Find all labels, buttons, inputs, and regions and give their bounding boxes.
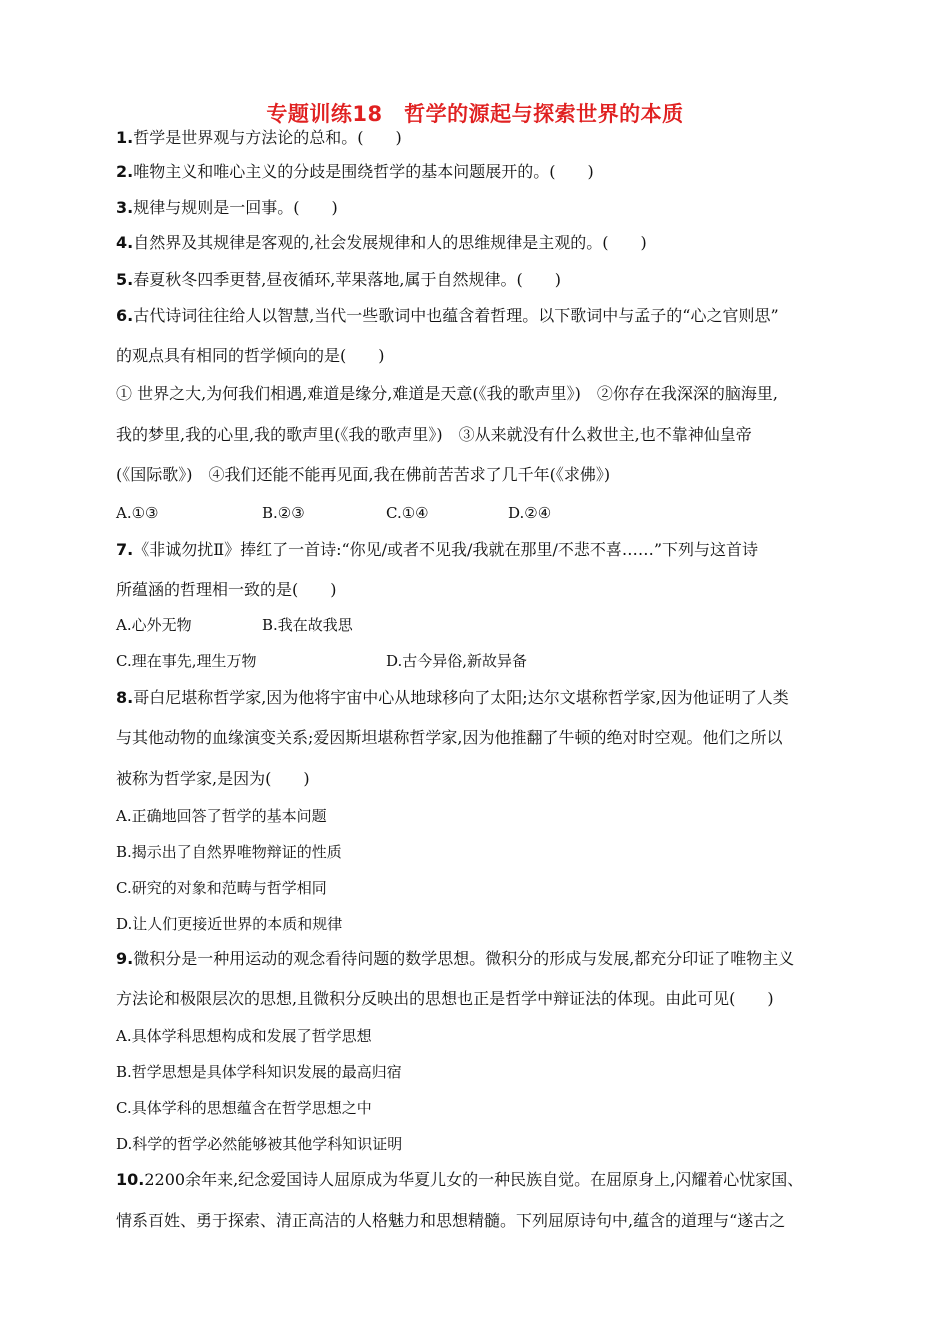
question-6-line-5: (《国际歌》) ④我们还能不能再见面,我在佛前苦苦求了几千年(《求佛》) [116, 465, 611, 484]
q9-option-c: C.具体学科的思想蕴含在哲学思想之中 [116, 1099, 372, 1117]
question-number: 10. [116, 1170, 145, 1189]
question-number: 8. [116, 688, 134, 707]
question-6-line-1 [116, 306, 779, 326]
question-number: 3. [116, 198, 134, 217]
question-10-line-1 [116, 1170, 803, 1190]
question-8-line-3: 被称为哲学家,是因为( ) [116, 769, 310, 788]
question-5 [116, 270, 561, 290]
question-number: 9. [116, 949, 134, 968]
q9-option-b: B.哲学思想是具体学科知识发展的最高归宿 [116, 1063, 402, 1081]
page-title: 专题训练18 哲学的源起与探索世界的本质 [266, 102, 684, 126]
question-9-line-2: 方法论和极限层次的思想,且微积分反映出的思想也正是哲学中辩证法的体现。由此可见( ) [116, 989, 774, 1008]
question-text: 2200余年来,纪念爱国诗人屈原成为华夏儿女的一种民族自觉。在屈原身上,闪耀着心忧家国、 [144, 1170, 804, 1189]
question-6-line-4: 我的梦里,我的心里,我的歌声里(《我的歌声里》) ③从来就没有什么救世主,也不靠神仙皇帝 [116, 425, 752, 444]
question-6-line-2: 的观点具有相同的哲学倾向的是( ) [116, 346, 385, 365]
question-text: 《非诚勿扰Ⅱ》捧红了一首诗:“你见/或者不见我/我就在那里/不悲不喜……”下列与这首诗 [133, 540, 759, 559]
q6-option-a: A.①③ [116, 504, 159, 522]
question-number: 1. [116, 128, 134, 147]
question-1 [116, 128, 402, 148]
question-number: 2. [116, 162, 134, 181]
question-7-line-1 [116, 540, 758, 560]
question-text: 微积分是一种用运动的观念看待问题的数学思想。微积分的形成与发展,都充分印证了唯物主义 [133, 949, 795, 968]
question-4 [116, 233, 647, 253]
question-3 [116, 198, 338, 218]
question-6-line-3: ① 世界之大,为何我们相遇,难道是缘分,难道是天意(《我的歌声里》) ②你存在我深深的脑海里, [116, 384, 778, 403]
question-2 [116, 162, 594, 182]
question-9-line-1 [116, 949, 794, 969]
question-text: 古代诗词往往给人以智慧,当代一些歌词中也蕴含着哲理。以下歌词中与孟子的“心之官则思” [133, 306, 779, 325]
q7-option-d: D.古今异俗,新故异备 [386, 652, 528, 670]
question-number: 6. [116, 306, 134, 325]
q9-option-a: A.具体学科思想构成和发展了哲学思想 [116, 1027, 372, 1045]
question-10-line-2: 情系百姓、勇于探索、清正高洁的人格魅力和思想精髓。下列屈原诗句中,蕴含的道理与“遂古之 [116, 1211, 786, 1230]
q7-option-b: B.我在故我思 [262, 616, 353, 634]
question-8-line-2: 与其他动物的血缘演变关系;爱因斯坦堪称哲学家,因为他推翻了牛顿的绝对时空观。他们之所以 [116, 728, 783, 747]
q6-option-c: C.①④ [386, 504, 429, 522]
q8-option-a: A.正确地回答了哲学的基本问题 [116, 807, 327, 825]
question-number: 5. [116, 270, 134, 289]
q7-option-a: A.心外无物 [116, 616, 192, 634]
question-text: 哲学是世界观与方法论的总和。( ) [133, 128, 402, 147]
question-number: 7. [116, 540, 134, 559]
question-text: 自然界及其规律是客观的,社会发展规律和人的思维规律是主观的。( ) [133, 233, 647, 252]
question-text: 哥白尼堪称哲学家,因为他将宇宙中心从地球移向了太阳;达尔文堪称哲学家,因为他证明了人类 [133, 688, 789, 707]
q8-option-c: C.研究的对象和范畴与哲学相同 [116, 879, 327, 897]
q7-option-c: C.理在事先,理生万物 [116, 652, 257, 670]
q6-option-d: D.②④ [508, 504, 552, 522]
question-number: 4. [116, 233, 134, 252]
q6-option-b: B.②③ [262, 504, 305, 522]
q8-option-d: D.让人们更接近世界的本质和规律 [116, 915, 343, 933]
question-8-line-1 [116, 688, 789, 708]
q8-option-b: B.揭示出了自然界唯物辩证的性质 [116, 843, 342, 861]
question-7-line-2: 所蕴涵的哲理相一致的是( ) [116, 580, 337, 599]
question-text: 春夏秋冬四季更替,昼夜循环,苹果落地,属于自然规律。( ) [133, 270, 561, 289]
question-text: 规律与规则是一回事。( ) [133, 198, 338, 217]
q9-option-d: D.科学的哲学必然能够被其他学科知识证明 [116, 1135, 403, 1153]
question-text: 唯物主义和唯心主义的分歧是围绕哲学的基本问题展开的。( ) [133, 162, 594, 181]
